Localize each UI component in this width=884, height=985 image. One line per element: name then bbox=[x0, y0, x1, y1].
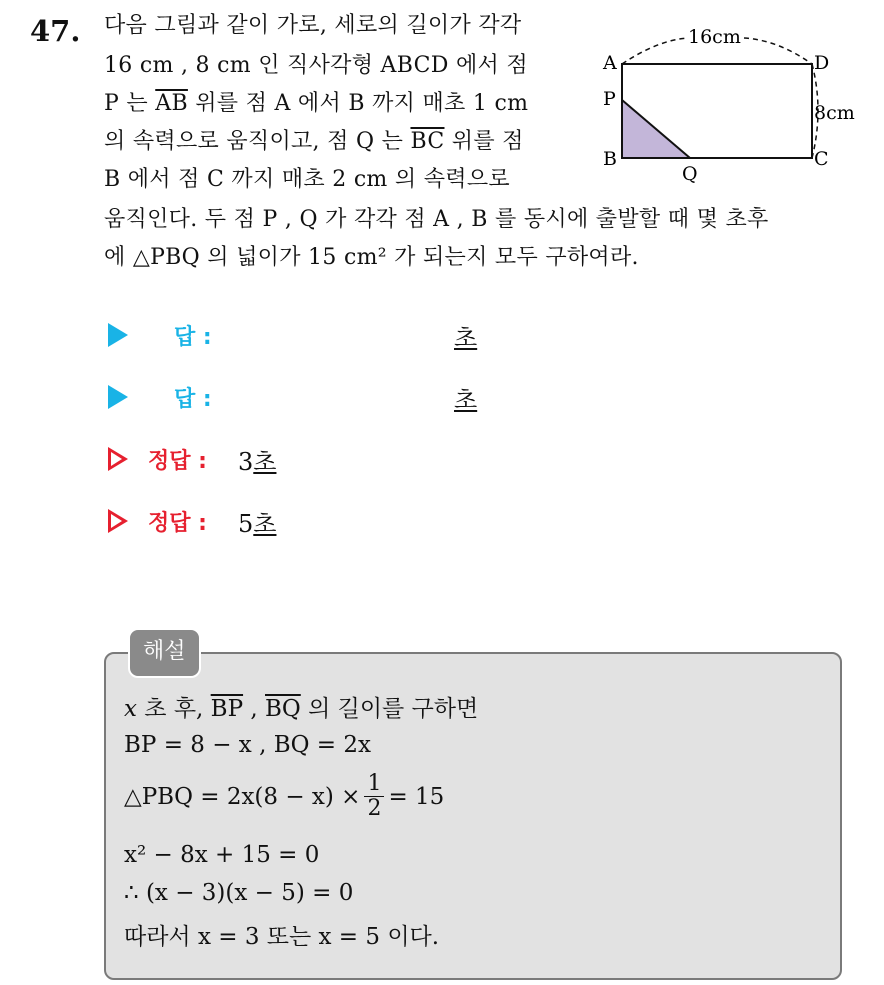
outline-triangle-icon bbox=[108, 509, 128, 533]
fraction bbox=[364, 772, 384, 821]
text-fragment: 위를 점 A 에서 B 까지 매초 1 cm bbox=[187, 91, 529, 116]
outline-triangle-icon bbox=[108, 447, 128, 471]
correct-answer-row bbox=[108, 442, 408, 476]
solution-line: ∴ (x − 3)(x − 5) = 0 bbox=[124, 880, 354, 906]
correct-number: 3 bbox=[238, 447, 254, 476]
segment-bp: $\overline{BP}$ bbox=[210, 696, 244, 722]
vertex-a: A bbox=[603, 52, 617, 74]
solution-line: 따라서 x = 3 또는 x = 5 이다. bbox=[124, 924, 440, 950]
point-p: P bbox=[603, 88, 616, 110]
question-line: 움직인다. 두 점 P , Q 가 각각 점 A , B 를 동시에 출발할 때 몇 초후 bbox=[104, 207, 769, 232]
answer-row bbox=[108, 318, 508, 352]
answer-row bbox=[108, 380, 508, 414]
rectangle-diagram bbox=[598, 20, 868, 190]
width-label: 16cm bbox=[688, 26, 741, 48]
vertex-d: D bbox=[814, 52, 830, 74]
correct-label: 정답 : bbox=[148, 510, 207, 536]
correct-number: 5 bbox=[238, 509, 254, 538]
vertex-c: C bbox=[814, 148, 829, 170]
variable: x bbox=[124, 696, 137, 722]
question-line: 에 △PBQ 의 넓이가 15 cm² 가 되는지 모두 구하여라. bbox=[104, 245, 639, 270]
vertex-b: B bbox=[603, 148, 617, 170]
height-label: 8cm bbox=[814, 102, 855, 124]
play-icon bbox=[108, 385, 128, 409]
solution-line: x² − 8x + 15 = 0 bbox=[124, 842, 320, 868]
correct-value bbox=[238, 504, 276, 539]
fraction-denominator: 2 bbox=[367, 796, 382, 821]
explanation-tag: 해설 bbox=[128, 628, 201, 678]
point-q: Q bbox=[682, 163, 698, 185]
question-line bbox=[104, 90, 528, 118]
dimension-arc bbox=[622, 38, 688, 64]
solution-line bbox=[124, 772, 444, 821]
question-line: B 에서 점 C 까지 매초 2 cm 의 속력으로 bbox=[104, 167, 510, 192]
fraction-numerator: 1 bbox=[364, 772, 384, 797]
solution-line bbox=[124, 690, 478, 723]
segment-bq: $\overline{BQ}$ bbox=[265, 696, 301, 722]
answer-label: 답 : bbox=[174, 324, 212, 350]
question-line bbox=[104, 128, 524, 156]
text-fragment: 의 길이를 구하면 bbox=[300, 696, 479, 722]
correct-unit: 초 bbox=[253, 447, 277, 476]
segment-bc: $\overline{BC}$ bbox=[410, 129, 445, 154]
text-fragment: 의 속력으로 움직이고, 점 Q 는 bbox=[104, 129, 411, 154]
text-fragment: 초 후, bbox=[136, 696, 211, 722]
correct-answer-row bbox=[108, 504, 408, 538]
equation-right: = 15 bbox=[388, 783, 445, 810]
dimension-arc bbox=[744, 38, 812, 64]
answer-label: 답 : bbox=[174, 386, 212, 412]
text-fragment: P 는 bbox=[104, 91, 156, 116]
question-number: 47. bbox=[30, 14, 81, 48]
question-line: 16 cm , 8 cm 인 직사각형 ABCD 에서 점 bbox=[104, 53, 528, 78]
text-fragment: , bbox=[243, 696, 265, 722]
solution-line: BP = 8 − x , BQ = 2x bbox=[124, 732, 371, 758]
question-line: 다음 그림과 같이 가로, 세로의 길이가 각각 bbox=[104, 13, 522, 38]
answer-unit: 초 bbox=[454, 385, 478, 414]
correct-unit: 초 bbox=[253, 509, 277, 538]
correct-value bbox=[238, 442, 276, 477]
answer-unit: 초 bbox=[454, 323, 478, 352]
segment-ab: $\overline{AB}$ bbox=[155, 91, 188, 116]
equation-left: △PBQ = 2x(8 − x) × bbox=[124, 783, 361, 810]
play-icon bbox=[108, 323, 128, 347]
text-fragment: 위를 점 bbox=[444, 129, 524, 154]
correct-label: 정답 : bbox=[148, 448, 207, 474]
